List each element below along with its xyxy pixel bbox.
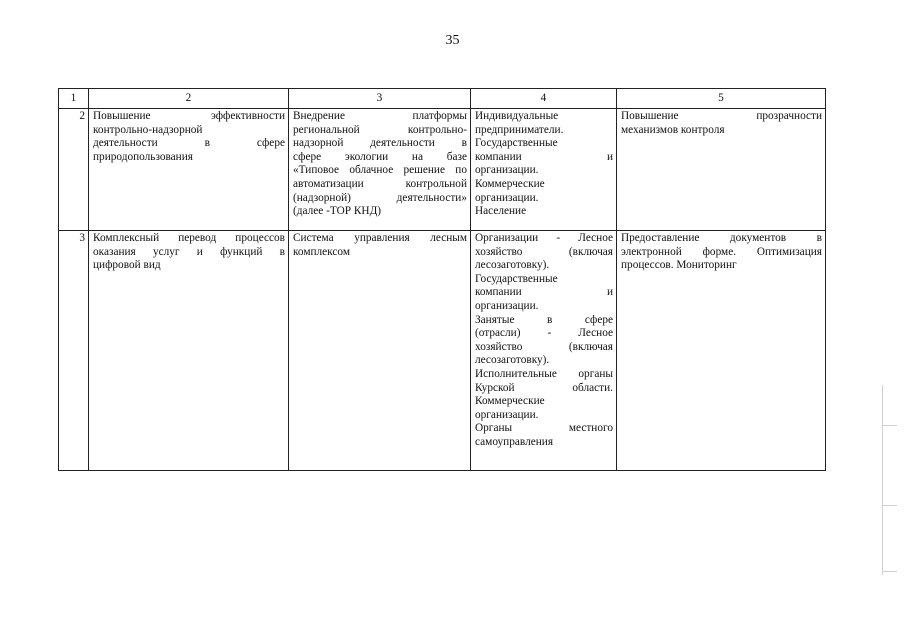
- cell-line: региональной контрольно-: [293, 123, 467, 136]
- table-cell-col4: [471, 231, 617, 471]
- table-row: [59, 231, 826, 471]
- cell-line: организации.: [475, 164, 539, 177]
- cell-line: Население: [475, 205, 527, 218]
- row-number-cell: 3: [59, 231, 89, 471]
- cell-line: процессов. Мониторинг: [621, 259, 737, 272]
- cell-line: организации.: [475, 299, 539, 312]
- data-table: [58, 88, 826, 471]
- table-cell-col3: [289, 231, 471, 471]
- cell-line: Исполнительные органы: [475, 367, 613, 380]
- column-header: 5: [617, 89, 826, 109]
- table-cell-col3: [289, 109, 471, 231]
- cell-line: Курской области.: [475, 381, 613, 394]
- column-header: 2: [89, 89, 289, 109]
- cell-line: Органы местного: [475, 422, 613, 435]
- cell-line: комплексом: [293, 245, 350, 258]
- page-number: 35: [445, 33, 460, 48]
- cell-line: Государственные: [475, 137, 558, 150]
- cell-line: контрольно-надзорной: [93, 123, 203, 136]
- cell-line: Государственные: [475, 272, 558, 285]
- cell-line: Комплексный перевод процессов: [93, 232, 285, 244]
- cell-line: сфере экологии на базе: [293, 150, 467, 163]
- cell-line: лесозаготовку).: [475, 259, 550, 272]
- table-cell-col2: [89, 231, 289, 471]
- cell-line: Система управления лесным: [293, 232, 467, 244]
- cell-line: природопользования: [93, 150, 193, 163]
- table-cell-col4: [471, 109, 617, 231]
- table-cell-col5: [617, 231, 826, 471]
- column-header: 1: [59, 89, 89, 109]
- cell-line: надзорной деятельности в: [293, 137, 467, 150]
- cell-line: Повышение прозрачности: [621, 110, 822, 122]
- cell-line: компании и: [475, 150, 613, 163]
- header-row: [59, 89, 826, 109]
- cell-line: компании и: [475, 286, 613, 299]
- cell-line: хозяйство (включая: [475, 340, 613, 353]
- cell-line: автоматизации контрольной: [293, 177, 467, 190]
- cell-line: электронной форме. Оптимизация: [621, 245, 822, 258]
- cell-line: Занятые в сфере: [475, 313, 613, 326]
- table-body: [59, 109, 826, 471]
- cell-line: оказания услуг и функций в: [93, 245, 285, 258]
- cell-line: самоуправления: [475, 435, 554, 448]
- cell-line: хозяйство (включая: [475, 245, 613, 258]
- cell-line: Коммерческие: [475, 177, 545, 190]
- cell-line: Коммерческие: [475, 395, 545, 408]
- cell-line: Предоставление документов в: [621, 232, 822, 244]
- cell-line: лесозаготовку).: [475, 354, 550, 367]
- column-header: 3: [289, 89, 471, 109]
- cell-line: организации.: [475, 408, 539, 421]
- cell-line: механизмов контроля: [621, 123, 725, 136]
- cell-line: (надзорной) деятельности»: [293, 191, 467, 204]
- table-row: [59, 109, 826, 231]
- cell-line: деятельности в сфере: [93, 137, 285, 150]
- cell-line: «Типовое облачное решение по: [293, 164, 467, 177]
- cell-line: Организации - Лесное: [475, 232, 613, 244]
- scan-edge-marks: [882, 385, 897, 575]
- table-cell-col2: [89, 109, 289, 231]
- cell-line: Повышение эффективности: [93, 110, 285, 122]
- cell-line: Индивидуальные: [475, 110, 559, 122]
- cell-line: цифровой вид: [93, 259, 161, 272]
- cell-line: организации.: [475, 191, 539, 204]
- column-header: 4: [471, 89, 617, 109]
- cell-line: (отрасли) - Лесное: [475, 327, 613, 340]
- table-cell-col5: [617, 109, 826, 231]
- row-number-cell: 2: [59, 109, 89, 231]
- cell-line: (далее -ТОР КНД): [293, 205, 382, 218]
- cell-line: Внедрение платформы: [293, 110, 467, 122]
- cell-line: предприниматели.: [475, 123, 564, 136]
